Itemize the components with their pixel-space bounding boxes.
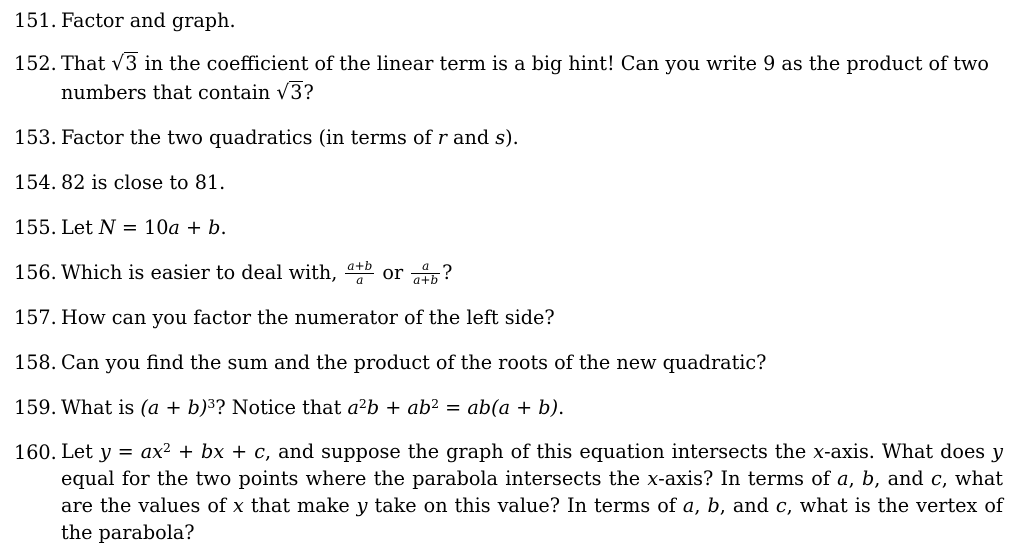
hint-text — [61, 303, 1003, 332]
hint-number: 155. — [14, 216, 57, 239]
math-variable: ab — [407, 396, 432, 420]
hint-text-span: -axis. What does — [824, 440, 993, 464]
hint-text-span: that make — [243, 494, 357, 518]
radicand: 3 — [290, 81, 303, 104]
math-variable: s — [495, 126, 506, 149]
math-variable: b — [861, 467, 875, 491]
hint-153 — [14, 123, 1003, 152]
math-variable: a — [347, 396, 359, 420]
fraction-a-over-a-plus-b — [411, 260, 440, 287]
hint-text-span: That — [61, 52, 112, 75]
hint-159 — [14, 393, 1003, 422]
hint-number: 151. — [14, 9, 57, 32]
radical-sign: √ — [111, 51, 125, 75]
math-variable: ax — [140, 440, 164, 464]
hint-text-span: ? Notice that — [215, 396, 348, 420]
math-variable: x — [813, 440, 825, 464]
sqrt-three — [111, 49, 138, 78]
fraction-numerator: a+b — [347, 259, 373, 274]
math-expression: ab(a + b) — [467, 396, 559, 420]
hint-text-span: How can you factor the numerator of the left side? — [61, 306, 555, 330]
hint-157 — [14, 303, 1003, 332]
hint-text — [61, 6, 1003, 35]
hint-text-span: , what are the values of — [61, 467, 1003, 518]
math-variable: N — [98, 216, 116, 239]
hint-text-span: ). — [505, 126, 519, 149]
hint-text-span: Let — [61, 216, 99, 239]
fraction-numerator: a — [411, 260, 440, 274]
hint-number: 160. — [14, 441, 57, 465]
hint-156 — [14, 258, 1003, 287]
hint-text-span: , — [694, 494, 708, 518]
math-variable: a — [682, 494, 695, 518]
hint-number: 156. — [14, 261, 57, 284]
hint-152 — [14, 49, 1003, 107]
math-number: 10 — [144, 216, 169, 239]
hint-text-span: or — [376, 261, 410, 284]
hint-text-span: Can you find the sum and the product of the roots of the new quadratic? — [61, 351, 767, 375]
math-operator: = — [115, 216, 144, 239]
hint-text-span: Factor the two quadratics (in terms of — [61, 126, 438, 149]
radical-sign: √ — [276, 80, 290, 104]
radicand: 3 — [125, 52, 138, 75]
math-variable: c — [930, 467, 942, 491]
hint-151 — [14, 6, 1003, 35]
hint-text-span: Which is easier to deal with, — [61, 261, 344, 284]
hint-text — [61, 438, 1003, 546]
hint-number: 153. — [14, 126, 57, 149]
hint-text — [61, 258, 1003, 287]
hint-number: 154. — [14, 171, 57, 194]
hint-text-span: , what is the vertex of the parabola? — [61, 494, 1004, 545]
hint-text-span: in the coefficient of the linear term is a big hint! Can you write 9 as the product of two numbers that contain — [61, 52, 989, 104]
math-variable: b — [366, 396, 380, 420]
hint-text-span: . — [558, 396, 565, 420]
math-variable: y — [99, 440, 111, 464]
fraction-denominator: a+b — [413, 273, 439, 288]
fraction-a-plus-b-over-a — [345, 260, 374, 287]
hint-text — [61, 348, 1003, 377]
hint-text — [61, 168, 1003, 197]
hint-155 — [14, 213, 1003, 242]
math-variable: a — [837, 467, 849, 491]
hint-text-span: equal for the two points where the parabola intersects the — [61, 467, 648, 491]
hint-160 — [14, 438, 1003, 546]
hint-text — [61, 49, 1003, 107]
hint-text-span: ? — [303, 81, 314, 104]
math-operator: = — [110, 440, 141, 464]
math-variable: c — [254, 440, 265, 464]
hint-text-span: -axis? In terms of — [658, 467, 838, 491]
math-variable: bx — [201, 440, 225, 464]
math-exponent: 2 — [358, 395, 367, 411]
hint-text-span: 82 is close to 81. — [61, 171, 226, 194]
math-variable: c — [775, 494, 787, 518]
hint-number: 159. — [14, 396, 57, 420]
hint-154 — [14, 168, 1003, 197]
math-operator: + — [224, 440, 255, 464]
hint-number: 152. — [14, 52, 57, 75]
hint-text-span: . — [220, 216, 227, 239]
math-variable: y — [356, 494, 368, 518]
math-expression: (a + b) — [140, 396, 208, 420]
math-variable: b — [707, 494, 720, 518]
hint-text-span: , — [848, 467, 862, 491]
math-variable: r — [437, 126, 447, 149]
math-exponent: 3 — [207, 395, 216, 411]
math-variable: a — [168, 216, 180, 239]
hint-text — [61, 393, 1003, 422]
fraction-denominator: a — [356, 273, 364, 288]
math-exponent: 2 — [163, 439, 171, 455]
hint-text-span: What is — [61, 396, 141, 420]
hint-text-span: and — [446, 126, 496, 149]
math-variable: x — [233, 494, 244, 518]
math-variable: b — [208, 216, 221, 239]
hint-text — [61, 213, 1003, 242]
math-variable: x — [647, 467, 659, 491]
hint-text-span: , and suppose the graph of this equation intersects the — [265, 440, 814, 464]
hint-text — [61, 123, 1003, 152]
hint-number: 158. — [14, 351, 57, 375]
hint-text-span: ? — [442, 261, 453, 284]
sqrt-three — [276, 78, 303, 107]
hint-158 — [14, 348, 1003, 377]
math-operator: + — [170, 440, 202, 464]
hint-text-span: , and — [874, 467, 931, 491]
hint-text-span: , and — [719, 494, 776, 518]
math-operator: = — [439, 396, 468, 420]
hint-text-span: Let — [61, 440, 100, 464]
math-operator: + — [379, 396, 408, 420]
hint-text-span: take on this value? In terms of — [367, 494, 683, 518]
math-variable: y — [992, 440, 1004, 464]
hint-text-span: Factor and graph. — [61, 9, 236, 32]
math-exponent: 2 — [431, 395, 440, 411]
math-operator: + — [179, 216, 209, 239]
hint-number: 157. — [14, 306, 57, 330]
